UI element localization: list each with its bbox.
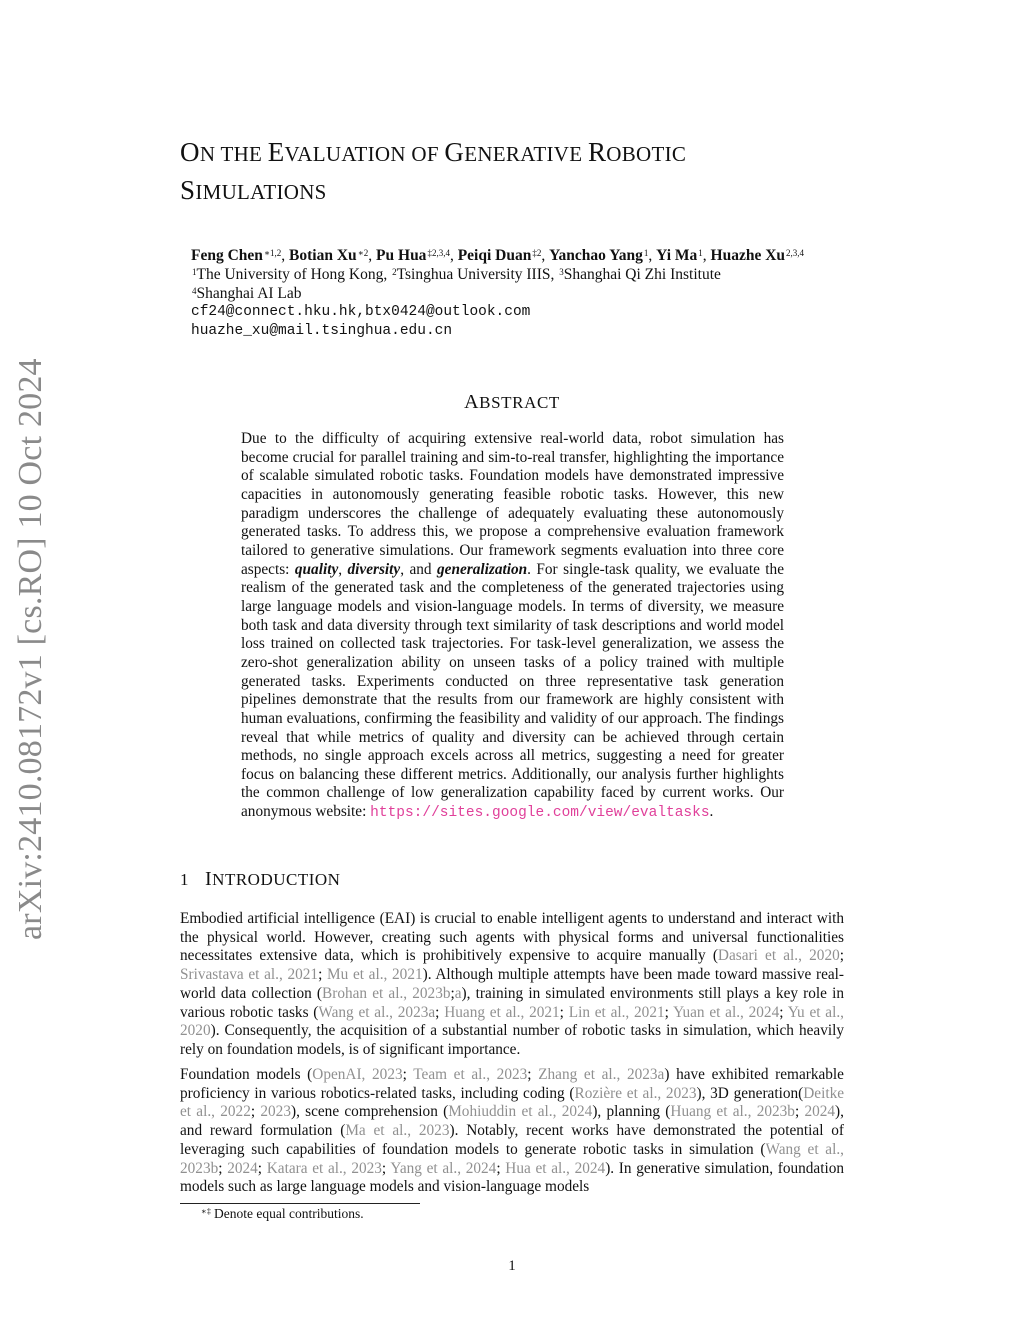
- author-name: Feng Chen: [191, 247, 263, 264]
- citation-link[interactable]: a: [454, 984, 462, 1002]
- paragraph-text: ). In generative simulation, foundation models such as large language models and vision-language models: [180, 1159, 845, 1196]
- citation-link[interactable]: Team et al., 2023: [413, 1066, 528, 1083]
- paragraph-text: ) have exhibited remarkable proficiency in various robotics-related tasks, including coding (: [180, 1066, 844, 1102]
- paragraph-text: ;: [402, 1066, 414, 1083]
- citation-link[interactable]: Yu et al., 2020: [180, 1003, 844, 1040]
- title-word: EVALUATION OF: [267, 137, 445, 167]
- author-name: Huazhe Xu: [710, 247, 786, 264]
- author-name: Botian Xu: [289, 247, 357, 264]
- citation-link[interactable]: Wang et al., 2023b: [180, 1140, 844, 1177]
- intro-paragraph-1: [180, 910, 844, 1060]
- paragraph-text: ;: [381, 1159, 391, 1177]
- citation-link[interactable]: 2024: [804, 1103, 836, 1121]
- paragraph-text: Embodied artificial intelligence (EAI) is crucial to enable intelligent agents to understand and interact with the physical world. However, creating such agents with physical forms and universal functionalities necessitates extensive data, which is prohibitively expensive to acquire manually (: [180, 910, 844, 965]
- author-marks: 1: [643, 248, 649, 258]
- abstract-text: Due to the difficulty of acquiring extensive real-world data, robot simulation has become crucial for parallel training and sim-to-real transfer, highlighting the importance of scalable simulated robotic tasks. Foundation models have demonstrated impressive capacities in autonomously generating feasible robotic tasks. However, this new paradigm underscores the challenge of adequately evaluating these autonomously generated tasks. To address this, we propose a comprehensive evaluation framework tailored to generative simulations. Our framework segments evaluation into three core aspects: quality, diversity, and generalization. For single-task quality, we evaluate the realism of the generated task and the completeness of the generated trajectories using large language models and vision-language models. In terms of diversity, we measure both task and data diversity through text similarity of task descriptions and world model loss trained on collected task trajectories. For task-level generalization, we assess the zero-shot generalization ability on unseen tasks of a policy trained with multiple generated tasks. Experiments conducted on three representative task generation pipelines demonstrate that the results from our framework are highly consistent with human evaluations, confirming the feasibility and validity of our approach. The findings reveal that while metrics of quality and diversity can be achieved through certain methods, no single approach excels across all metrics, suggesting a need for greater focus on balancing these different metrics. Additionally, our analysis further highlights the common challenge of low generalization capability faced by current works. Our anonymous website: https://sites.google.com/view/evaltasks.: [241, 430, 785, 822]
- paragraph-text: ;: [527, 1066, 539, 1083]
- citation-link[interactable]: Brohan et al., 2023b: [322, 984, 451, 1002]
- title-line-1: [180, 134, 880, 172]
- citation-link[interactable]: Yuan et al., 2024: [673, 1003, 780, 1021]
- author-name: Yanchao Yang: [549, 247, 643, 264]
- title-word: ON THE: [180, 137, 268, 167]
- footnote: ∗‡ Denote equal contributions.: [201, 1206, 364, 1221]
- citation-link[interactable]: Yang et al., 2024: [390, 1159, 497, 1177]
- citation-link[interactable]: Mu et al., 2021: [327, 966, 423, 984]
- paragraph-text: ;: [257, 1159, 267, 1177]
- arxiv-identifier: arXiv:2410.08172v1 [cs.RO] 10 Oct 2024: [12, 358, 49, 940]
- email-line-1: cf24@connect.hku.hk,btx0424@outlook.com: [191, 304, 531, 320]
- paragraph-text: ). Notably, recent works have demonstrated the potential of leveraging such capabilities of foundation models to generate robotic tasks in simulation (: [180, 1122, 844, 1158]
- author-name: Yi Ma: [656, 247, 698, 264]
- paragraph-text: ), 3D generation(: [696, 1084, 804, 1102]
- title-word: GENERATIVE: [444, 137, 588, 167]
- paragraph-text: ;: [318, 966, 328, 984]
- paragraph-text: ;: [250, 1103, 261, 1121]
- paragraph-text: Foundation models (: [180, 1066, 313, 1083]
- paragraph-text: ;: [218, 1159, 228, 1177]
- paragraph-text: ). Although multiple attempts have been made toward massive real-world data collection (: [180, 966, 845, 1002]
- page-number: 1: [508, 1258, 516, 1274]
- abstract-heading: ABSTRACT: [464, 391, 560, 413]
- paragraph-text: ), and reward formulation (: [180, 1103, 844, 1140]
- author-block: [191, 246, 911, 341]
- author-list: Feng Chen$^{∗1,2}$, Botian $Xu^{∗2}$, Pu Hua$^{\ddagger 2,3,4}$, Peiqi Duan$^{\ddagger 2}$, Yanchao Yang$^1$, Yi Ma$^1$, Huazhe Xu$^{2,3,4}$: [191, 247, 805, 264]
- title-word: ROBOTIC: [587, 137, 687, 167]
- citation-link[interactable]: Srivastava et al., 2021: [180, 966, 319, 984]
- keyword-diversity: diversity: [347, 560, 401, 578]
- keyword-generalization: generalization: [437, 560, 528, 578]
- citation-link[interactable]: Deitke et al., 2022: [180, 1084, 845, 1121]
- author-marks: ‡2: [532, 248, 542, 258]
- citation-link[interactable]: 2024: [227, 1159, 258, 1177]
- paragraph-text: ), training in simulated environments still plays a key role in various robotic tasks (: [180, 984, 844, 1021]
- paragraph-text: ), scene comprehension (: [290, 1103, 449, 1121]
- author-name: Pu Hua: [376, 247, 427, 264]
- keyword-quality: quality: [294, 560, 339, 578]
- author-marks: ∗1,2: [263, 248, 282, 258]
- affiliations-line-1: $^1$The University of Hong Kong, $^2$Tsinghua University IIIS, $^3$Shanghai Qi Zhi Institute: [192, 266, 721, 283]
- paragraph-text: ;: [794, 1103, 805, 1121]
- citation-link[interactable]: Zhang et al., 2023a: [538, 1066, 665, 1083]
- citation-link[interactable]: Lin et al., 2021: [568, 1003, 665, 1021]
- paragraph-text: ;: [559, 1003, 569, 1021]
- citation-link[interactable]: Hua et al., 2024: [505, 1159, 606, 1177]
- citation-link[interactable]: Katara et al., 2023: [266, 1159, 382, 1177]
- affiliations-line-2: $^4$Shanghai AI Lab: [192, 285, 302, 302]
- author-marks: ‡2,3,4: [427, 248, 450, 258]
- paragraph-text: ). Consequently, the acquisition of a substantial number of robotic tasks in simulation, which heavily rely on foundation models, is of significant importance.: [180, 1022, 844, 1058]
- citation-link[interactable]: Huang et al., 2023b: [670, 1103, 795, 1121]
- author-name: Peiqi Duan: [457, 247, 532, 264]
- citation-link[interactable]: Ma et al., 2023: [345, 1122, 450, 1140]
- citation-link[interactable]: 2023: [260, 1103, 291, 1121]
- citation-link[interactable]: Dasari et al., 2020: [717, 947, 840, 965]
- citation-link[interactable]: OpenAI, 2023: [312, 1066, 403, 1083]
- author-marks: 2,3,4: [786, 248, 805, 258]
- email-line-2: huazhe_xu@mail.tsinghua.edu.cn: [191, 323, 453, 339]
- citation-link[interactable]: Mohiuddin et al., 2024: [448, 1103, 593, 1121]
- title-line-2: SIMULATIONS: [180, 175, 327, 205]
- paragraph-text: ;: [839, 947, 844, 965]
- author-marks: 1: [698, 248, 703, 258]
- citation-link[interactable]: Wang et al., 2023a: [318, 1003, 436, 1021]
- paragraph-text: ;: [435, 1003, 445, 1021]
- citation-link[interactable]: Huang et al., 2021: [444, 1003, 560, 1021]
- paper-title: [180, 134, 880, 210]
- paragraph-text: ;: [664, 1003, 674, 1021]
- footnote-rule: [180, 1203, 420, 1204]
- paragraph-text: ;: [496, 1159, 506, 1177]
- paragraph-text: ;: [779, 1003, 788, 1021]
- paragraph-text: ), planning (: [592, 1103, 671, 1121]
- paragraph-text: ;: [450, 984, 455, 1002]
- website-link[interactable]: https://sites.google.com/view/evaltasks: [370, 805, 710, 822]
- citation-link[interactable]: Rozière et al., 2023: [574, 1084, 697, 1102]
- author-marks: ∗2: [357, 248, 369, 258]
- introduction-heading: 1 INTRODUCTION: [180, 868, 341, 890]
- intro-paragraph-2: [180, 1066, 844, 1197]
